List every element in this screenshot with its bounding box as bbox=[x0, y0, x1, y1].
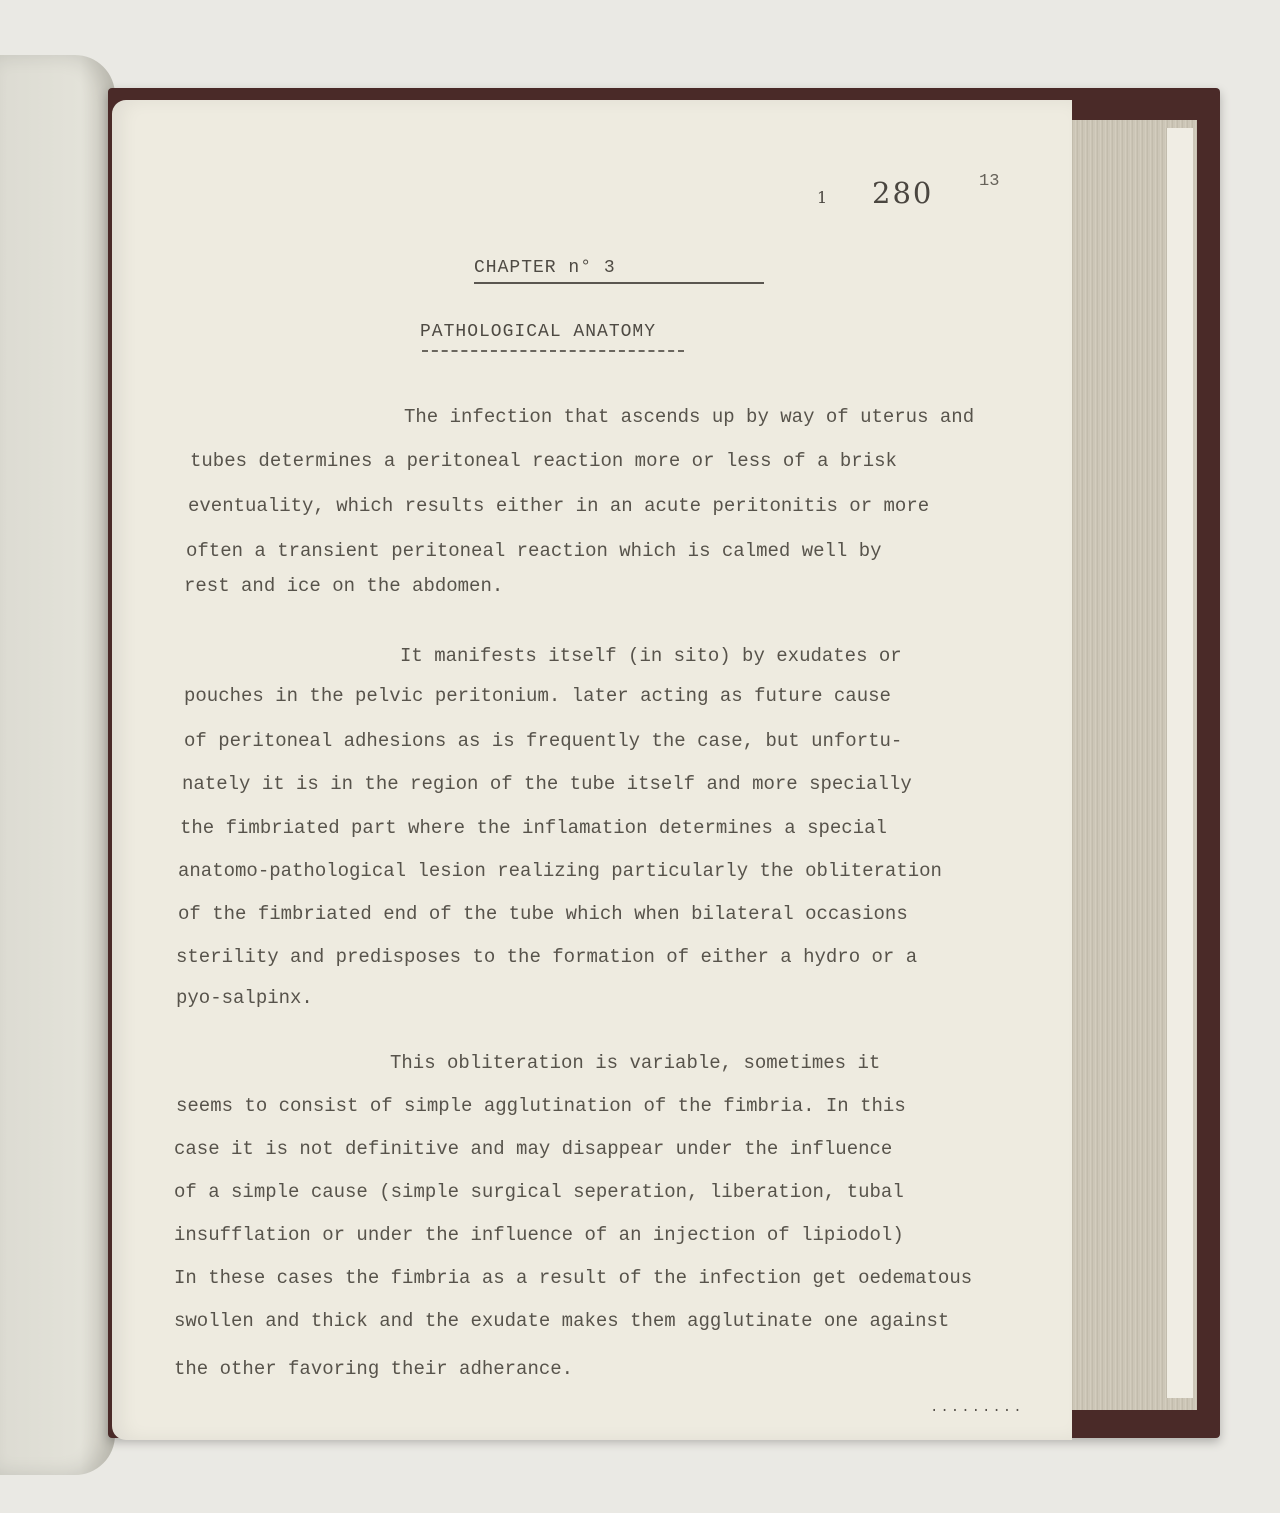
body-line: sterility and predisposes to the formation of either a hydro or a bbox=[176, 946, 918, 968]
facing-page bbox=[0, 55, 115, 1475]
body-line: The infection that ascends up by way of uterus and bbox=[404, 406, 975, 428]
folio-number: 280 bbox=[872, 176, 934, 210]
page-number: 13 bbox=[979, 172, 1000, 191]
body-line: This obliteration is variable, sometimes it bbox=[390, 1052, 881, 1074]
body-line: of a simple cause (simple surgical seperation, liberation, tubal bbox=[174, 1181, 904, 1203]
chapter-heading: CHAPTER n° 3 bbox=[474, 258, 764, 284]
body-line: It manifests itself (in sito) by exudates or bbox=[400, 645, 902, 667]
body-line: nately it is in the region of the tube itself and more specially bbox=[182, 773, 912, 795]
body-line: tubes determines a peritoneal reaction more or less of a brisk bbox=[190, 450, 897, 472]
page-edges bbox=[1068, 120, 1197, 1410]
body-line: In these cases the fimbria as a result of the infection get oedematous bbox=[174, 1267, 973, 1289]
title-dashed-rule bbox=[422, 350, 684, 352]
trailing-dots: ......... bbox=[930, 1400, 1024, 1416]
body-line: the other favoring their adherance. bbox=[174, 1358, 574, 1380]
body-line: of peritoneal adhesions as is frequently the case, but unfortu- bbox=[184, 730, 903, 752]
body-line: eventuality, which results either in an acute peritonitis or more bbox=[188, 495, 930, 517]
body-line: pyo-salpinx. bbox=[176, 987, 313, 1009]
body-line: rest and ice on the abdomen. bbox=[184, 575, 504, 597]
body-line: insufflation or under the influence of an injection of lipiodol) bbox=[174, 1224, 904, 1246]
body-line: anatomo-pathological lesion realizing particularly the obliteration bbox=[178, 860, 942, 882]
body-line: swollen and thick and the exudate makes them agglutinate one against bbox=[174, 1310, 950, 1332]
body-line: of the fimbriated end of the tube which when bilateral occasions bbox=[178, 903, 908, 925]
body-line: case it is not definitive and may disappear under the influence bbox=[174, 1138, 893, 1160]
folio-mark: 1 bbox=[817, 188, 828, 207]
body-line: often a transient peritoneal reaction which is calmed well by bbox=[186, 540, 882, 562]
document-page bbox=[112, 100, 1072, 1440]
body-line: pouches in the pelvic peritonium. later acting as future cause bbox=[184, 685, 891, 707]
section-title: PATHOLOGICAL ANATOMY bbox=[420, 322, 657, 342]
body-line: seems to consist of simple agglutination of the fimbria. In this bbox=[176, 1095, 906, 1117]
body-line: the fimbriated part where the inflamation determines a special bbox=[180, 817, 887, 839]
endpaper-edge bbox=[1166, 128, 1193, 1398]
